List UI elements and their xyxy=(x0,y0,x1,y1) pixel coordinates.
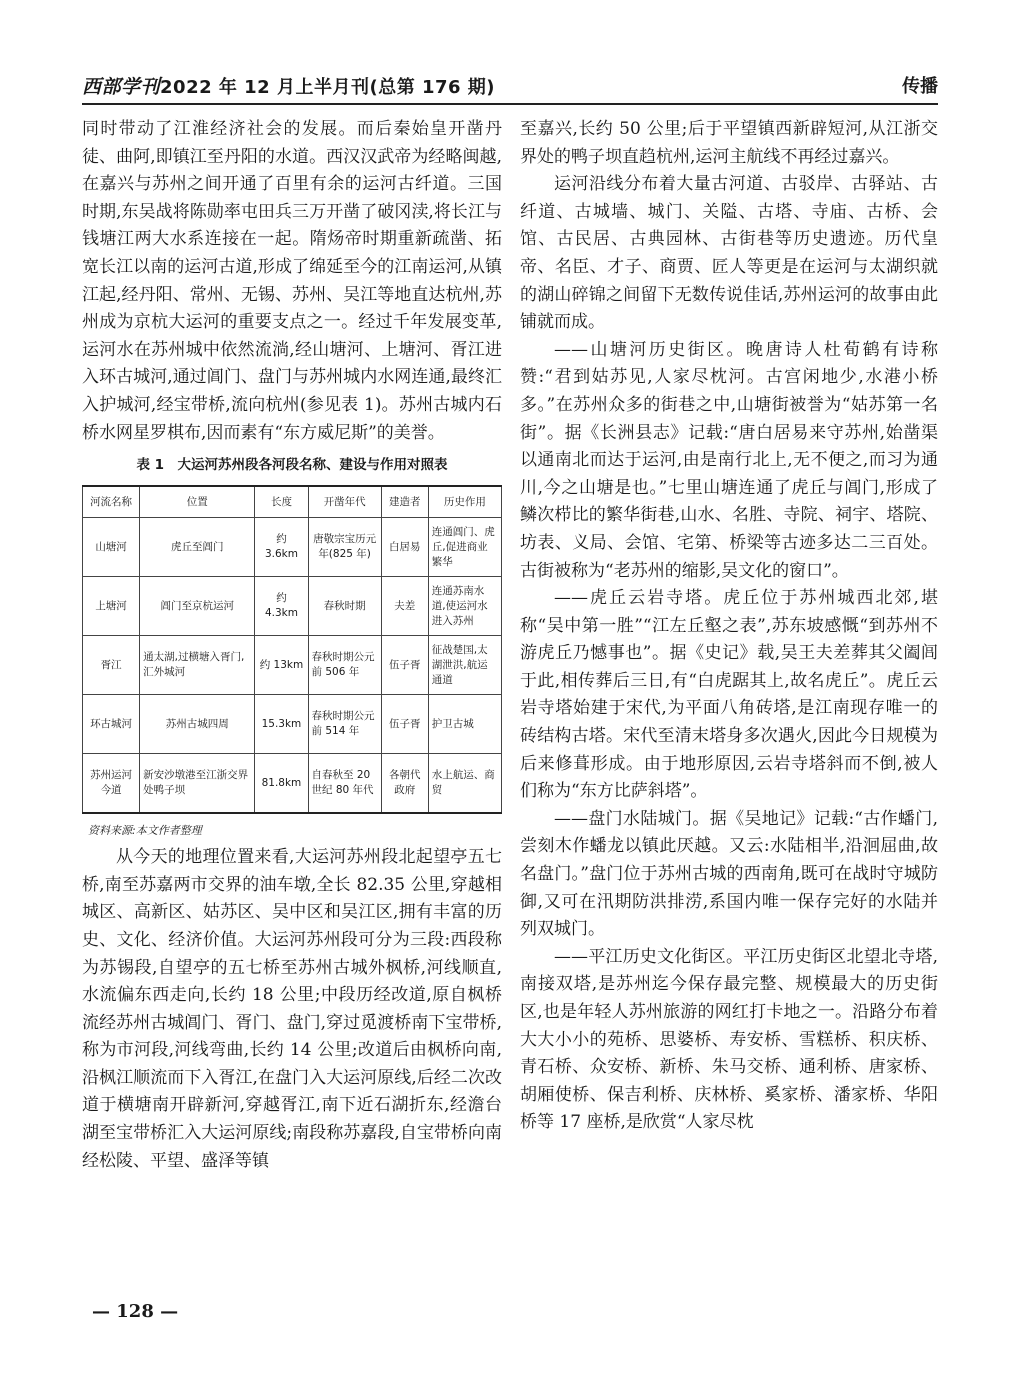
header-cell: 开凿年代 xyxy=(308,486,381,518)
table-cell: 上塘河 xyxy=(83,577,140,636)
table-cell: 新安沙墩港至江浙交界处鸭子坝 xyxy=(140,754,255,814)
table-cell: 苏州古城四周 xyxy=(140,695,255,754)
paragraph: 运河沿线分布着大量古河道、古驳岸、古驿站、古纤道、古城墙、城门、关隘、古塔、寺庙、古桥、会馆、古民居、古典园林、古街巷等历史遗迹。历代皇帝、名臣、才子、商贾、匠人等更是在运河与太湖织就的湖山碎锦之间留下无数传说佳话,苏州运河的故事由此铺就而成。 xyxy=(520,174,938,333)
table-row xyxy=(83,754,502,814)
table-cell: 自春秋至 20 世纪 80 年代 xyxy=(308,754,381,814)
table-cell: 81.8km xyxy=(255,754,308,814)
paragraph: ——盘门水陆城门。据《吴地记》记载:“古作蟠门,尝刻木作蟠龙以镇此厌越。又云:水陆相半,沿洄屈曲,故名盘门。”盘门位于苏州古城的西南角,既可在战时守城防御,又可在汛期防洪排涝,系国内唯一保存完好的水陆并列双城门。 xyxy=(520,808,938,940)
table-cell: 胥江 xyxy=(83,636,140,695)
header-rule xyxy=(82,103,938,105)
table-cell: 约 3.6km xyxy=(255,518,308,577)
table-cell: 约 4.3km xyxy=(255,577,308,636)
table-cell: 约 13km xyxy=(255,636,308,695)
paragraph: ——虎丘云岩寺塔。虎丘位于苏州城西北郊,堪称“吴中第一胜”“江左丘壑之表”,苏东坡感慨“到苏州不游虎丘乃憾事也”。据《史记》载,吴王夫差葬其父阖闾于此,相传葬后三日,有“白虎踞其上,故名虎丘”。虎丘云岩寺塔始建于宋代,为平面八角砖塔,是江南现存唯一的砖结构古塔。宋代至清末塔身多次遇火,因此今日规模为后来修葺形成。由于地形原因,云岩寺塔斜而不倒,被人们称为“东方比萨斜塔”。 xyxy=(520,588,938,802)
table-cell: 白居易 xyxy=(381,518,428,577)
table-cell: 15.3km xyxy=(255,695,308,754)
paragraph: 同时带动了江淮经济社会的发展。而后秦始皇开凿丹徒、曲阿,即镇江至丹阳的水道。西汉汉武帝为经略闽越,在嘉兴与苏州之间开通了百里有余的运河古纤道。三国时期,东吴战将陈勋率屯田兵三万开凿了破冈渎,将长江与钱塘江两大水系连接在一起。隋炀帝时期重新疏凿、拓宽长江以南的运河古道,形成了绵延至今的江南运河,从镇江起,经丹阳、常州、无锡、苏州、吴江等地直达杭州,苏州成为京杭大运河的重要支点之一。经过千年发展变革,运河水在苏州城中依然流淌,经山塘河、上塘河、胥江进入环古城河,通过阊门、盘门与苏州城内水网连通,最终汇入护城河,经宝带桥,流向杭州(参见表 1)。苏州古城内石桥水网星罗棋布,因而素有“东方威尼斯”的美誉。 xyxy=(82,119,502,443)
paragraph: 从今天的地理位置来看,大运河苏州段北起望亭五七桥,南至苏嘉两市交界的油车墩,全长 82.35 公里,穿越相城区、高新区、姑苏区、吴中区和吴江区,拥有丰富的历史、文化、经济价值。大运河苏州段可分为三段:西段称为苏锡段,自望亭的五七桥至苏州古城外枫桥,河线顺直,水流偏东西走向,长约 18 公里;中段历经改道,原自枫桥流经苏州古城阊门、胥门、盘门,穿过觅渡桥南下宝带桥,称为市河段,河线弯曲,长约 14 公里;改道后由枫桥向南,沿枫江顺流而下入胥江,在盘门入大运河原线,后经二次改道于横塘南开辟新河,穿越胥江,南下近石湖折东,经澹台湖至宝带桥汇入大运河原线;南段称苏嘉段,自宝带桥向南经松陵、平望、盛泽等镇 xyxy=(82,847,502,1171)
header-cell: 河流名称 xyxy=(83,486,140,518)
table-cell: 山塘河 xyxy=(83,518,140,577)
header-cell: 位置 xyxy=(140,486,255,518)
paragraph: ——山塘河历史街区。晚唐诗人杜荀鹤有诗称赞:“君到姑苏见,人家尽枕河。古宫闲地少,水港小桥多。”在苏州众多的街巷之中,山塘街被誉为“姑苏第一名街”。据《长洲县志》记载:“唐白居易来守苏州,始凿渠以通南北而达于运河,由是南行北上,无不便之,而习为通川,今之山塘是也。”七里山塘连通了虎丘与阊门,形成了鳞次栉比的繁华街巷,山水、名胜、寺院、祠宇、塔院、坊表、义局、会馆、宅第、桥梁等古迹多达二三百处。古街被称为“老苏州的缩影,吴文化的窗口”。 xyxy=(520,339,938,581)
table-cell: 春秋时期 xyxy=(308,577,381,636)
table-cell: 唐敬宗宝历元年(825 年) xyxy=(308,518,381,577)
table-header-row xyxy=(83,486,502,518)
table-cell: 苏州运河今道 xyxy=(83,754,140,814)
table-cell: 各朝代政府 xyxy=(381,754,428,814)
section-name: 传播 xyxy=(902,76,938,97)
table-row xyxy=(83,695,502,754)
table-cell: 通太湖,过横塘入胥门,汇外城河 xyxy=(140,636,255,695)
running-header xyxy=(82,68,938,102)
table-cell: 连通苏南水道,使运河水进入苏州 xyxy=(428,577,501,636)
table-cell: 虎丘至阊门 xyxy=(140,518,255,577)
page-number: — 128 — xyxy=(92,1301,179,1322)
table-cell: 征战楚国,太湖泄洪,航运通道 xyxy=(428,636,501,695)
table-cell: 春秋时期公元前 506 年 xyxy=(308,636,381,695)
table-row xyxy=(83,518,502,577)
table-cell: 水上航运、商贸 xyxy=(428,754,501,814)
table-cell: 护卫古城 xyxy=(428,695,501,754)
table-cell: 伍子胥 xyxy=(381,695,428,754)
table-row xyxy=(83,577,502,636)
journal-logo: 西部学刊 xyxy=(82,76,161,98)
table-caption: 表 1 大运河苏州段各河段名称、建设与作用对照表 xyxy=(136,457,448,474)
paragraph: 至嘉兴,长约 50 公里;后于平望镇西新辟短河,从江浙交界处的鸭子坝直趋杭州,运河主航线不再经过嘉兴。 xyxy=(520,119,938,167)
right-column xyxy=(520,116,938,1137)
table-cell: 夫差 xyxy=(381,577,428,636)
table-cell: 连通阊门、虎丘,促进商业繁华 xyxy=(428,518,501,577)
header-cell: 历史作用 xyxy=(428,486,501,518)
table-source-note: 资料来源:本文作者整理 xyxy=(88,824,202,838)
table-row xyxy=(83,636,502,695)
journal-info xyxy=(82,72,495,99)
issue-info: 2022 年 12 月上半月刊(总第 176 期) xyxy=(160,77,496,98)
table-cell: 环古城河 xyxy=(83,695,140,754)
table-cell: 伍子胥 xyxy=(381,636,428,695)
left-column xyxy=(82,116,502,1175)
table-cell: 春秋时期公元前 514 年 xyxy=(308,695,381,754)
paragraph: ——平江历史文化街区。平江历史街区北望北寺塔,南接双塔,是苏州迄今保存最完整、规模最大的历史街区,也是年轻人苏州旅游的网红打卡地之一。沿路分布着大大小小的苑桥、思婆桥、寿安桥、雪糕桥、积庆桥、青石桥、众安桥、新桥、朱马交桥、通利桥、唐家桥、胡厢使桥、保吉利桥、庆林桥、奚家桥、潘家桥、华阳桥等 17 座桥,是欣赏“人家尽枕 xyxy=(520,946,938,1133)
canal-table xyxy=(82,485,502,814)
header-cell: 建造者 xyxy=(381,486,428,518)
table-cell: 阊门至京杭运河 xyxy=(140,577,255,636)
header-cell: 长度 xyxy=(255,486,308,518)
